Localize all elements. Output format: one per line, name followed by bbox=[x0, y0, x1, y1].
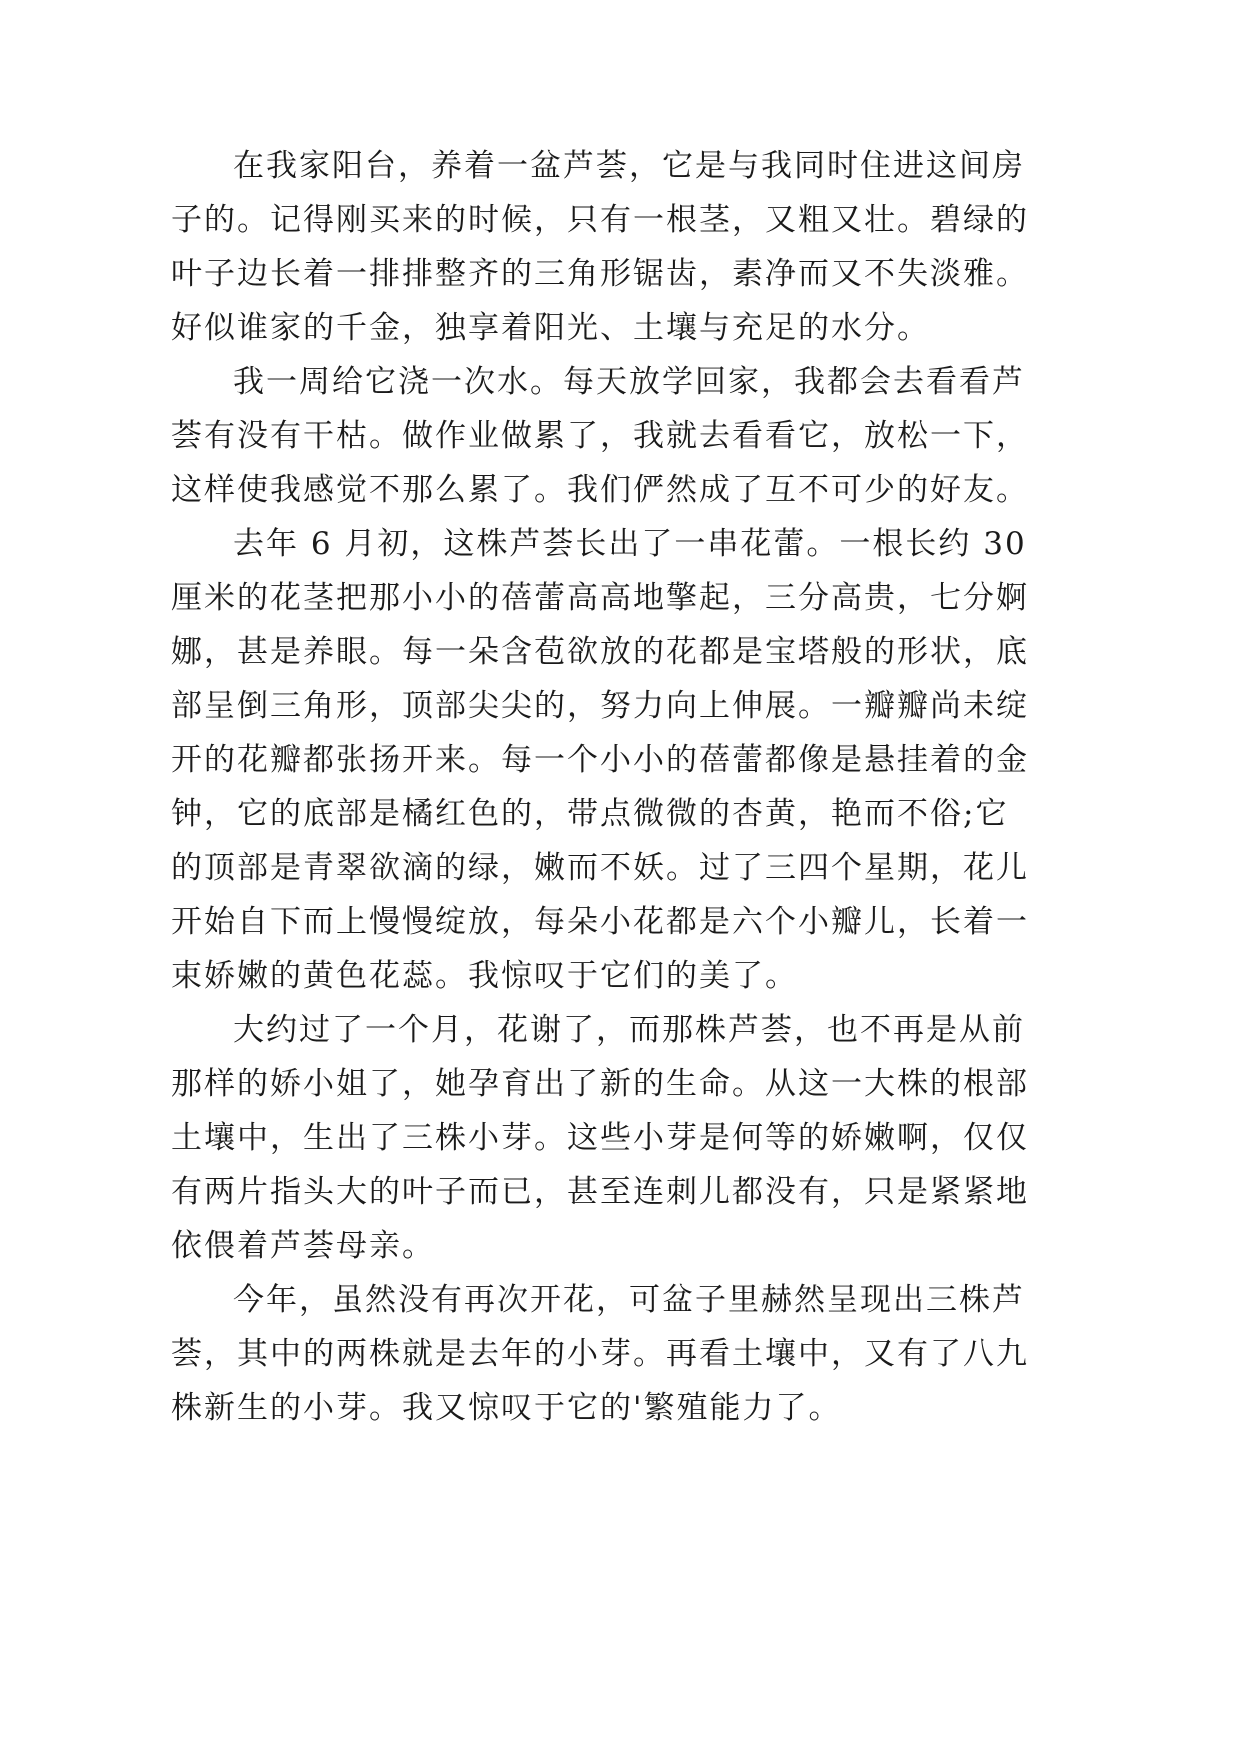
text-line: 的顶部是青翠欲滴的绿，嫩而不妖。过了三四个星期，花儿 bbox=[171, 850, 1029, 886]
text-line: 今年，虽然没有再次开花，可盆子里赫然呈现出三株芦 bbox=[233, 1282, 1025, 1318]
text-line: 这样使我感觉不那么累了。我们俨然成了互不可少的好友。 bbox=[171, 472, 1029, 508]
text-line: 好似谁家的千金，独享着阳光、土壤与充足的水分。 bbox=[171, 310, 930, 346]
text-line: 株新生的小芽。我又惊叹于它的'繁殖能力了。 bbox=[171, 1390, 842, 1426]
text-line: 开的花瓣都张扬开来。每一个小小的蓓蕾都像是悬挂着的金 bbox=[171, 742, 1029, 778]
text-line: 去年 6 月初，这株芦荟长出了一串花蕾。一根长约 30 bbox=[233, 526, 1027, 562]
text-line: 我一周给它浇一次水。每天放学回家，我都会去看看芦 bbox=[233, 364, 1025, 400]
text-line: 荟，其中的两株就是去年的小芽。再看土壤中，又有了八九 bbox=[171, 1336, 1029, 1372]
text-line: 开始自下而上慢慢绽放，每朵小花都是六个小瓣儿，长着一 bbox=[171, 904, 1029, 940]
text-line: 束娇嫩的黄色花蕊。我惊叹于它们的美了。 bbox=[171, 958, 798, 994]
text-line: 荟有没有干枯。做作业做累了，我就去看看它，放松一下， bbox=[171, 418, 1029, 454]
text-line: 有两片指头大的叶子而已，甚至连刺儿都没有，只是紧紧地 bbox=[171, 1174, 1029, 1210]
text-line: 大约过了一个月，花谢了，而那株芦荟，也不再是从前 bbox=[233, 1012, 1025, 1048]
text-line: 娜，甚是养眼。每一朵含苞欲放的花都是宝塔般的形状，底 bbox=[171, 634, 1029, 670]
text-line: 在我家阳台，养着一盆芦荟，它是与我同时住进这间房 bbox=[233, 148, 1025, 184]
text-line: 依偎着芦荟母亲。 bbox=[171, 1228, 435, 1264]
text-line: 厘米的花茎把那小小的蓓蕾高高地擎起，三分高贵，七分婀 bbox=[171, 580, 1029, 616]
text-line: 那样的娇小姐了，她孕育出了新的生命。从这一大株的根部 bbox=[171, 1066, 1029, 1102]
text-line: 土壤中，生出了三株小芽。这些小芽是何等的娇嫩啊，仅仅 bbox=[171, 1120, 1029, 1156]
text-line: 子的。记得刚买来的时候，只有一根茎，又粗又壮。碧绿的 bbox=[171, 202, 1029, 238]
text-line: 部呈倒三角形，顶部尖尖的，努力向上伸展。一瓣瓣尚未绽 bbox=[171, 688, 1029, 724]
text-line: 钟，它的底部是橘红色的，带点微微的杏黄，艳而不俗;它 bbox=[171, 796, 1009, 832]
text-line: 叶子边长着一排排整齐的三角形锯齿，素净而又不失淡雅。 bbox=[171, 256, 1029, 292]
